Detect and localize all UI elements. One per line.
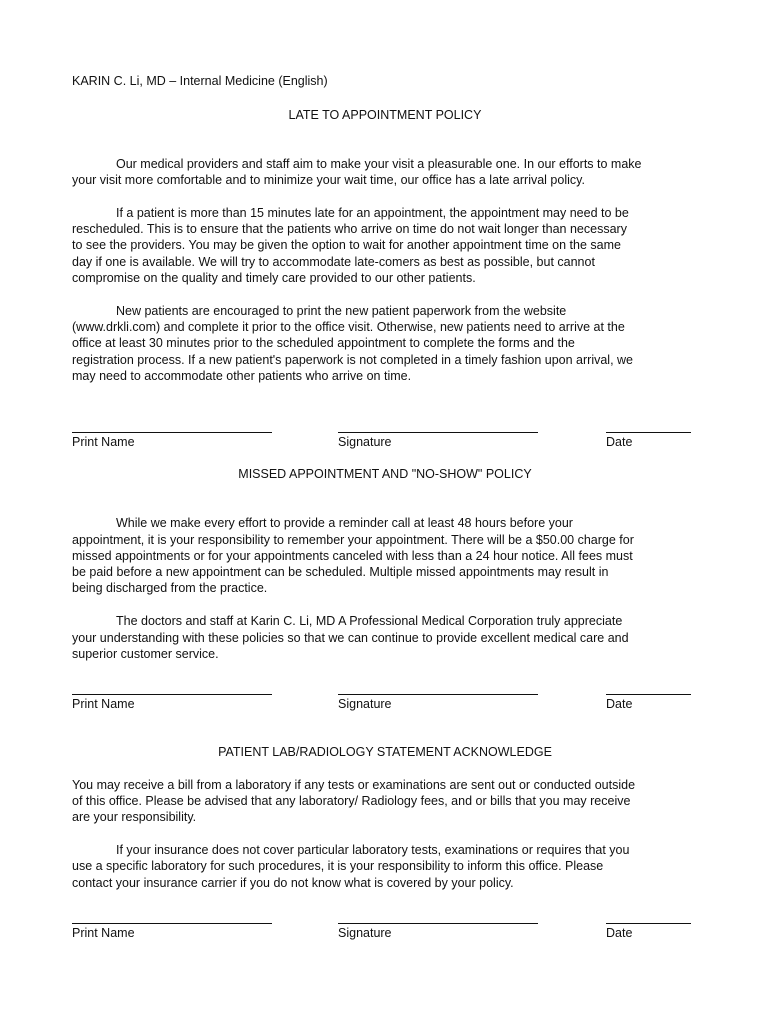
date-label: Date bbox=[606, 926, 633, 940]
late-policy-title: LATE TO APPOINTMENT POLICY bbox=[288, 108, 482, 122]
print-name-line[interactable] bbox=[72, 907, 272, 924]
signature-label: Signature bbox=[338, 926, 392, 940]
date-line[interactable] bbox=[606, 907, 691, 924]
lab-p2-line: contact your insurance carrier if you do not know what is covered by your policy. bbox=[72, 876, 514, 890]
late-p2-line: day if one is available. We will try to accommodate late-comers as best as possible, but cannot bbox=[72, 255, 595, 269]
lab-p1-line: You may receive a bill from a laboratory if any tests or examinations are sent out or conducted outside bbox=[72, 778, 636, 792]
missed-p1-line: being discharged from the practice. bbox=[72, 581, 268, 595]
missed-p1-line: While we make every effort to provide a reminder call at least 48 hours before your bbox=[116, 516, 573, 530]
lab-p1-line: of this office. Please be advised that any laboratory/ Radiology fees, and or bills that you may receive bbox=[72, 794, 631, 808]
signature-block bbox=[0, 416, 770, 452]
date-label: Date bbox=[606, 435, 633, 449]
late-p1-line: your visit more comfortable and to minimize your wait time, our office has a late arrival policy. bbox=[72, 173, 585, 187]
late-p2-line: rescheduled. This is to ensure that the patients who arrive on time do not wait longer than necessary bbox=[72, 222, 627, 236]
signature-line[interactable] bbox=[338, 678, 538, 695]
late-p3-line: office at least 30 minutes prior to the scheduled appointment to complete the forms and the bbox=[72, 336, 575, 350]
signature-label: Signature bbox=[338, 697, 392, 711]
lab-statement-title: PATIENT LAB/RADIOLOGY STATEMENT ACKNOWLEDGE bbox=[218, 745, 552, 759]
print-name-label: Print Name bbox=[72, 697, 135, 711]
signature-block bbox=[0, 907, 770, 943]
missed-policy-title: MISSED APPOINTMENT AND "NO-SHOW" POLICY bbox=[238, 467, 532, 481]
document-header: KARIN C. Li, MD – Internal Medicine (English) bbox=[72, 74, 328, 88]
signature-block bbox=[0, 678, 770, 714]
missed-p1-line: be paid before a new appointment can be scheduled. Multiple missed appointments may result in bbox=[72, 565, 609, 579]
late-p2-line: compromise on the quality and timely care provided to our other patients. bbox=[72, 271, 476, 285]
lab-p2-line: If your insurance does not cover particular laboratory tests, examinations or requires that you bbox=[116, 843, 630, 857]
late-p1-line: Our medical providers and staff aim to make your visit a pleasurable one. In our efforts to make bbox=[116, 157, 642, 171]
late-p3-line: New patients are encouraged to print the new patient paperwork from the website bbox=[116, 304, 567, 318]
print-name-label: Print Name bbox=[72, 435, 135, 449]
missed-p2-line: superior customer service. bbox=[72, 647, 219, 661]
lab-p2-line: use a specific laboratory for such procedures, it is your responsibility to inform this office. Please bbox=[72, 859, 604, 873]
late-p3-line: (www.drkli.com) and complete it prior to the office visit. Otherwise, new patients need to arrive at the bbox=[72, 320, 625, 334]
late-p3-line: registration process. If a new patient's paperwork is not completed in a timely fashion upon arrival, we bbox=[72, 353, 633, 367]
missed-p1-line: appointment, it is your responsibility to remember your appointment. There will be a $50.00 charge for bbox=[72, 533, 634, 547]
print-name-label: Print Name bbox=[72, 926, 135, 940]
missed-p1-line: missed appointments or for your appointments canceled with less than a 24 hour notice. All fees must bbox=[72, 549, 633, 563]
print-name-line[interactable] bbox=[72, 416, 272, 433]
print-name-line[interactable] bbox=[72, 678, 272, 695]
date-label: Date bbox=[606, 697, 633, 711]
signature-line[interactable] bbox=[338, 907, 538, 924]
missed-p2-line: your understanding with these policies so that we can continue to provide excellent medical care and bbox=[72, 631, 629, 645]
missed-p2-line: The doctors and staff at Karin C. Li, MD A Professional Medical Corporation truly appreciate bbox=[116, 614, 623, 628]
date-line[interactable] bbox=[606, 416, 691, 433]
date-line[interactable] bbox=[606, 678, 691, 695]
late-p3-line: may need to accommodate other patients who arrive on time. bbox=[72, 369, 412, 383]
lab-p1-line: are your responsibility. bbox=[72, 810, 197, 824]
late-p2-line: to see the providers. You may be given the option to wait for another appointment time on the same bbox=[72, 238, 621, 252]
signature-line[interactable] bbox=[338, 416, 538, 433]
late-p2-line: If a patient is more than 15 minutes late for an appointment, the appointment may need to be bbox=[116, 206, 629, 220]
signature-label: Signature bbox=[338, 435, 392, 449]
